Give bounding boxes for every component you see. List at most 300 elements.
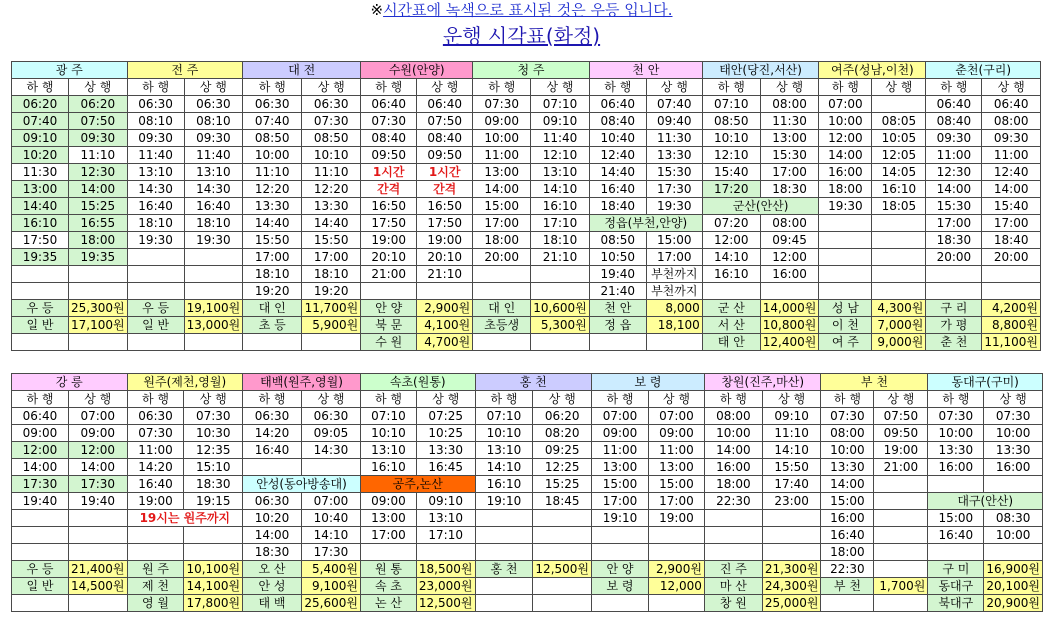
time-cell: 14:30 xyxy=(127,181,184,198)
time-cell: 1시간 xyxy=(361,164,417,181)
time-cell xyxy=(926,266,982,283)
time-cell: 14:00 xyxy=(821,476,874,493)
time-cell: 10:05 xyxy=(872,130,926,147)
fare-label: 대 인 xyxy=(243,300,302,317)
time-cell: 06:20 xyxy=(12,96,69,113)
time-cell: 14:30 xyxy=(301,442,360,459)
fare-amount: 2,900원 xyxy=(648,561,704,578)
fare-label: 구 리 xyxy=(926,300,982,317)
table-row xyxy=(12,283,1041,300)
time-cell: 17:00 xyxy=(926,215,982,232)
time-cell: 20:00 xyxy=(982,249,1041,266)
time-cell xyxy=(127,527,184,544)
time-cell: 10:00 xyxy=(243,147,302,164)
time-cell: 14:40 xyxy=(302,215,361,232)
time-cell: 06:30 xyxy=(127,408,184,425)
time-cell: 06:30 xyxy=(243,493,302,510)
direction-label: 하 행 xyxy=(127,79,184,96)
time-cell: 06:30 xyxy=(243,408,302,425)
direction-label: 하 행 xyxy=(819,79,872,96)
time-cell: 14:00 xyxy=(243,527,302,544)
time-cell: 15:00 xyxy=(646,232,702,249)
time-cell: 16:40 xyxy=(127,476,184,493)
time-cell: 09:00 xyxy=(360,493,416,510)
time-cell: 15:00 xyxy=(928,510,984,527)
fare-label: 일 반 xyxy=(12,317,69,334)
time-cell xyxy=(648,544,704,561)
time-cell: 06:40 xyxy=(982,96,1041,113)
route-header: 전 주 xyxy=(127,62,243,79)
fare-amount: 8,800원 xyxy=(982,317,1041,334)
route-header: 수원(안양) xyxy=(361,62,473,79)
time-cell: 10:00 xyxy=(819,113,872,130)
time-cell: 09:00 xyxy=(12,425,69,442)
fare-label: 우 등 xyxy=(127,300,184,317)
time-cell: 07:30 xyxy=(928,408,984,425)
fare-amount xyxy=(531,334,590,351)
time-cell: 07:30 xyxy=(127,425,184,442)
time-cell: 13:30 xyxy=(243,198,302,215)
timetable-upper xyxy=(11,61,1041,351)
time-cell: 06:30 xyxy=(243,96,302,113)
fare-label xyxy=(12,334,69,351)
time-cell: 10:10 xyxy=(360,425,416,442)
time-cell xyxy=(68,510,127,527)
time-cell: 15:30 xyxy=(926,198,982,215)
time-cell: 13:00 xyxy=(360,510,416,527)
fare-label: 안 성 xyxy=(243,578,302,595)
time-cell: 부천까지 xyxy=(646,283,702,300)
time-cell: 19:40 xyxy=(589,266,646,283)
time-cell: 07:30 xyxy=(984,408,1043,425)
fare-row xyxy=(12,300,1041,317)
time-cell: 16:40 xyxy=(589,181,646,198)
time-cell xyxy=(702,283,760,300)
time-cell: 16:00 xyxy=(760,266,819,283)
time-cell: 06:30 xyxy=(127,96,184,113)
fare-label xyxy=(243,334,302,351)
fare-amount: 12,500원 xyxy=(533,561,592,578)
fare-amount: 5,400원 xyxy=(301,561,360,578)
time-cell: 17:00 xyxy=(646,249,702,266)
time-cell: 19:20 xyxy=(302,283,361,300)
time-cell: 07:40 xyxy=(243,113,302,130)
time-cell: 15:00 xyxy=(473,198,531,215)
fare-label: 일 반 xyxy=(12,578,69,595)
time-cell: 11:40 xyxy=(531,130,590,147)
time-cell xyxy=(819,283,872,300)
direction-label: 하 행 xyxy=(704,391,762,408)
time-cell: 12:00 xyxy=(819,130,872,147)
time-cell: 15:25 xyxy=(69,198,128,215)
fare-amount xyxy=(68,595,127,612)
time-cell: 09:50 xyxy=(417,147,473,164)
fare-label: 원 주 xyxy=(127,561,184,578)
time-cell: 19:10 xyxy=(475,493,533,510)
time-cell: 20:00 xyxy=(926,249,982,266)
time-cell: 13:30 xyxy=(646,147,702,164)
time-cell: 16:50 xyxy=(417,198,473,215)
time-cell: 16:45 xyxy=(416,459,475,476)
time-cell xyxy=(184,249,243,266)
fare-label xyxy=(127,334,184,351)
time-cell xyxy=(361,283,417,300)
time-cell xyxy=(592,527,649,544)
time-cell: 16:00 xyxy=(704,459,762,476)
time-cell: 16:40 xyxy=(243,442,302,459)
time-cell: 18:30 xyxy=(243,544,302,561)
time-cell: 09:30 xyxy=(184,130,243,147)
time-cell xyxy=(872,96,926,113)
fare-amount: 11,700원 xyxy=(302,300,361,317)
fare-label: 구 미 xyxy=(928,561,984,578)
fare-amount: 4,700원 xyxy=(417,334,473,351)
time-cell: 12:00 xyxy=(68,442,127,459)
time-cell: 09:00 xyxy=(68,425,127,442)
time-cell: 18:30 xyxy=(760,181,819,198)
fare-amount: 2,900원 xyxy=(417,300,473,317)
time-cell: 07:40 xyxy=(12,113,69,130)
fare-amount: 14,000원 xyxy=(760,300,819,317)
time-cell: 16:00 xyxy=(821,510,874,527)
route-header: 광 주 xyxy=(12,62,128,79)
time-cell: 19:15 xyxy=(184,493,243,510)
time-cell: 15:50 xyxy=(762,459,821,476)
fare-label: 초 등 xyxy=(243,317,302,334)
time-cell: 09:30 xyxy=(127,130,184,147)
table-row xyxy=(12,266,1041,283)
route-header: 춘천(구리) xyxy=(926,62,1041,79)
time-cell: 10:30 xyxy=(184,425,243,442)
time-cell: 19:35 xyxy=(69,249,128,266)
time-cell: 09:00 xyxy=(592,425,649,442)
time-cell: 06:20 xyxy=(533,408,592,425)
time-cell: 07:30 xyxy=(184,408,243,425)
time-cell: 09:10 xyxy=(12,130,69,147)
time-cell: 14:40 xyxy=(243,215,302,232)
time-cell xyxy=(184,527,243,544)
table-row xyxy=(12,408,1043,425)
fare-amount: 12,400원 xyxy=(760,334,819,351)
route-header: 원주(제천,영월) xyxy=(127,374,243,391)
notice-line xyxy=(0,0,1043,20)
time-cell: 21:10 xyxy=(417,266,473,283)
time-cell: 07:30 xyxy=(473,96,531,113)
time-cell: 18:10 xyxy=(302,266,361,283)
time-cell: 14:00 xyxy=(704,442,762,459)
time-cell: 08:50 xyxy=(302,130,361,147)
fare-amount: 12,000 xyxy=(648,578,704,595)
route-subheader: 안성(동아방송대) xyxy=(243,476,361,493)
fare-label: 태 안 xyxy=(702,334,760,351)
time-cell: 06:30 xyxy=(302,96,361,113)
time-cell: 19:30 xyxy=(646,198,702,215)
fare-label: 안 양 xyxy=(361,300,417,317)
time-cell: 14:40 xyxy=(589,164,646,181)
time-cell: 08:10 xyxy=(127,113,184,130)
fare-label: 안 양 xyxy=(592,561,649,578)
time-cell: 19:00 xyxy=(874,442,928,459)
direction-label: 하 행 xyxy=(821,391,874,408)
time-cell: 11:00 xyxy=(926,147,982,164)
time-cell: 12:40 xyxy=(589,147,646,164)
direction-label: 상 행 xyxy=(302,79,361,96)
fare-label: 원 통 xyxy=(360,561,416,578)
time-cell xyxy=(68,544,127,561)
time-cell: 08:00 xyxy=(760,96,819,113)
route-subheader: 군산(안산) xyxy=(702,198,819,215)
time-cell: 17:50 xyxy=(417,215,473,232)
time-cell: 08:05 xyxy=(872,113,926,130)
route-header: 대 전 xyxy=(243,62,361,79)
fare-amount xyxy=(648,595,704,612)
time-cell: 08:50 xyxy=(243,130,302,147)
fare-amount: 20,100원 xyxy=(984,578,1043,595)
fare-amount: 24,300원 xyxy=(762,578,821,595)
time-cell: 12:00 xyxy=(12,442,69,459)
time-cell: 17:30 xyxy=(68,476,127,493)
direction-label: 하 행 xyxy=(928,391,984,408)
time-cell: 19:10 xyxy=(592,510,649,527)
time-cell: 19:00 xyxy=(127,493,184,510)
time-cell xyxy=(127,544,184,561)
time-cell: 18:45 xyxy=(533,493,592,510)
time-cell: 06:40 xyxy=(926,96,982,113)
fare-amount: 18,500원 xyxy=(416,561,475,578)
fare-amount: 25,000원 xyxy=(762,595,821,612)
time-cell: 13:10 xyxy=(475,442,533,459)
time-cell: 09:30 xyxy=(69,130,128,147)
time-cell xyxy=(982,266,1041,283)
fare-amount: 4,300원 xyxy=(872,300,926,317)
fare-amount: 17,800원 xyxy=(184,595,243,612)
fare-amount: 5,900원 xyxy=(302,317,361,334)
time-cell: 12:40 xyxy=(982,164,1041,181)
time-cell xyxy=(874,476,928,493)
time-cell: 19:35 xyxy=(12,249,69,266)
time-cell xyxy=(533,527,592,544)
time-cell: 14:30 xyxy=(184,181,243,198)
fare-amount: 10,600원 xyxy=(531,300,590,317)
time-cell: 06:40 xyxy=(361,96,417,113)
table-row xyxy=(12,442,1043,459)
time-cell: 09:10 xyxy=(762,408,821,425)
fare-label: 정 읍 xyxy=(589,317,646,334)
time-cell: 14:10 xyxy=(531,181,590,198)
direction-label: 상 행 xyxy=(301,391,360,408)
time-cell: 19:30 xyxy=(184,232,243,249)
time-cell: 19:40 xyxy=(12,493,69,510)
fare-amount: 23,000원 xyxy=(416,578,475,595)
fare-amount xyxy=(874,561,928,578)
time-cell: 16:10 xyxy=(12,215,69,232)
time-cell: 18:00 xyxy=(819,181,872,198)
fare-amount: 9,100원 xyxy=(301,578,360,595)
table-row xyxy=(12,215,1041,232)
time-cell: 17:00 xyxy=(982,215,1041,232)
fare-amount: 7,000원 xyxy=(872,317,926,334)
time-cell: 07:00 xyxy=(592,408,649,425)
route-subheader: 대구(안산) xyxy=(928,493,1043,510)
route-header: 동대구(구미) xyxy=(928,374,1043,391)
time-cell: 16:10 xyxy=(872,181,926,198)
time-cell: 11:10 xyxy=(302,164,361,181)
route-header: 태안(당진,서산) xyxy=(702,62,819,79)
fare-amount xyxy=(646,334,702,351)
table-row xyxy=(12,232,1041,249)
time-cell: 15:40 xyxy=(702,164,760,181)
time-cell: 19:00 xyxy=(417,232,473,249)
route-note: 19시는 원주까지 xyxy=(127,510,243,527)
fare-amount: 17,100원 xyxy=(69,317,128,334)
time-cell: 11:30 xyxy=(760,113,819,130)
time-cell xyxy=(872,266,926,283)
time-cell xyxy=(819,215,872,232)
table-row xyxy=(12,113,1041,130)
time-cell: 09:45 xyxy=(760,232,819,249)
time-cell xyxy=(475,544,533,561)
time-cell: 17:00 xyxy=(302,249,361,266)
time-cell: 10:00 xyxy=(704,425,762,442)
timetable-lower xyxy=(11,373,1043,612)
time-cell: 23:00 xyxy=(762,493,821,510)
route-header: 보 령 xyxy=(592,374,705,391)
time-cell: 07:00 xyxy=(68,408,127,425)
time-cell: 16:40 xyxy=(127,198,184,215)
time-cell xyxy=(531,283,590,300)
direction-label: 하 행 xyxy=(360,391,416,408)
direction-label: 상 행 xyxy=(760,79,819,96)
page-title: 운행 시각표(화정) xyxy=(442,24,601,48)
fare-label: 북 문 xyxy=(361,317,417,334)
direction-label: 상 행 xyxy=(982,79,1041,96)
time-cell: 09:00 xyxy=(648,425,704,442)
direction-label: 하 행 xyxy=(592,391,649,408)
time-cell: 20:00 xyxy=(473,249,531,266)
time-cell: 14:00 xyxy=(69,181,128,198)
time-cell xyxy=(872,232,926,249)
time-cell: 12:30 xyxy=(926,164,982,181)
time-cell xyxy=(762,527,821,544)
time-cell: 10:00 xyxy=(928,425,984,442)
time-cell: 13:00 xyxy=(473,164,531,181)
time-cell xyxy=(819,232,872,249)
time-cell: 18:10 xyxy=(531,232,590,249)
fare-label: 태 백 xyxy=(243,595,302,612)
fare-amount: 20,900원 xyxy=(984,595,1043,612)
route-header: 청 주 xyxy=(473,62,590,79)
time-cell: 16:00 xyxy=(928,459,984,476)
time-cell: 15:00 xyxy=(592,476,649,493)
time-cell: 10:50 xyxy=(589,249,646,266)
time-cell: 10:20 xyxy=(12,147,69,164)
fare-label: 우 등 xyxy=(12,300,69,317)
time-cell: 18:10 xyxy=(127,215,184,232)
time-cell xyxy=(760,283,819,300)
time-cell: 10:00 xyxy=(984,425,1043,442)
time-cell: 18:00 xyxy=(821,544,874,561)
notice-link[interactable]: 시간표에 녹색으로 표시된 것은 우등 입니다. xyxy=(383,1,673,19)
fare-row xyxy=(12,561,1043,578)
time-cell: 09:10 xyxy=(416,493,475,510)
time-cell: 20:10 xyxy=(417,249,473,266)
time-cell xyxy=(704,544,762,561)
time-cell: 09:10 xyxy=(531,113,590,130)
time-cell: 08:00 xyxy=(821,425,874,442)
fare-amount xyxy=(874,595,928,612)
fare-amount xyxy=(533,578,592,595)
fare-amount xyxy=(69,334,128,351)
fare-amount: 25,600원 xyxy=(301,595,360,612)
time-cell: 간격 xyxy=(361,181,417,198)
fare-label: 부 천 xyxy=(821,578,874,595)
time-cell: 11:30 xyxy=(12,164,69,181)
time-cell: 13:10 xyxy=(531,164,590,181)
fare-label: 제 천 xyxy=(127,578,184,595)
time-cell: 16:00 xyxy=(819,164,872,181)
fare-label: 천 안 xyxy=(589,300,646,317)
time-cell: 16:00 xyxy=(984,459,1043,476)
time-cell: 09:30 xyxy=(982,130,1041,147)
time-cell: 14:20 xyxy=(127,459,184,476)
time-cell: 17:00 xyxy=(473,215,531,232)
time-cell: 14:10 xyxy=(762,442,821,459)
time-cell xyxy=(872,215,926,232)
time-cell xyxy=(475,510,533,527)
time-cell: 16:50 xyxy=(361,198,417,215)
time-cell: 14:00 xyxy=(926,181,982,198)
time-cell: 07:00 xyxy=(301,493,360,510)
table-row xyxy=(12,476,1043,493)
fare-amount: 18,100 xyxy=(646,317,702,334)
fare-amount: 11,100원 xyxy=(982,334,1041,351)
time-cell: 12:05 xyxy=(872,147,926,164)
direction-label: 상 행 xyxy=(984,391,1043,408)
table-row xyxy=(12,544,1043,561)
route-header: 속초(원통) xyxy=(360,374,475,391)
time-cell: 08:20 xyxy=(533,425,592,442)
time-cell: 19:40 xyxy=(68,493,127,510)
direction-label: 하 행 xyxy=(926,79,982,96)
time-cell: 12:20 xyxy=(243,181,302,198)
time-cell xyxy=(704,510,762,527)
time-cell: 18:10 xyxy=(184,215,243,232)
time-cell xyxy=(12,266,69,283)
time-cell xyxy=(12,283,69,300)
time-cell xyxy=(243,459,302,476)
fare-label: 군 산 xyxy=(702,300,760,317)
direction-label: 상 행 xyxy=(646,79,702,96)
direction-label: 하 행 xyxy=(475,391,533,408)
time-cell: 08:00 xyxy=(704,408,762,425)
time-cell: 12:25 xyxy=(533,459,592,476)
time-cell: 08:00 xyxy=(982,113,1041,130)
time-cell: 06:40 xyxy=(12,408,69,425)
fare-label: 오 산 xyxy=(243,561,302,578)
time-cell xyxy=(874,510,928,527)
fare-amount: 19,100원 xyxy=(184,300,243,317)
fare-label xyxy=(589,334,646,351)
table-row xyxy=(12,147,1041,164)
time-cell xyxy=(984,476,1043,493)
time-cell: 12:10 xyxy=(702,147,760,164)
table-row xyxy=(12,493,1043,510)
time-cell: 21:40 xyxy=(589,283,646,300)
time-cell: 07:30 xyxy=(821,408,874,425)
time-cell: 17:00 xyxy=(760,164,819,181)
time-cell: 12:20 xyxy=(302,181,361,198)
fare-label: 동대구 xyxy=(928,578,984,595)
